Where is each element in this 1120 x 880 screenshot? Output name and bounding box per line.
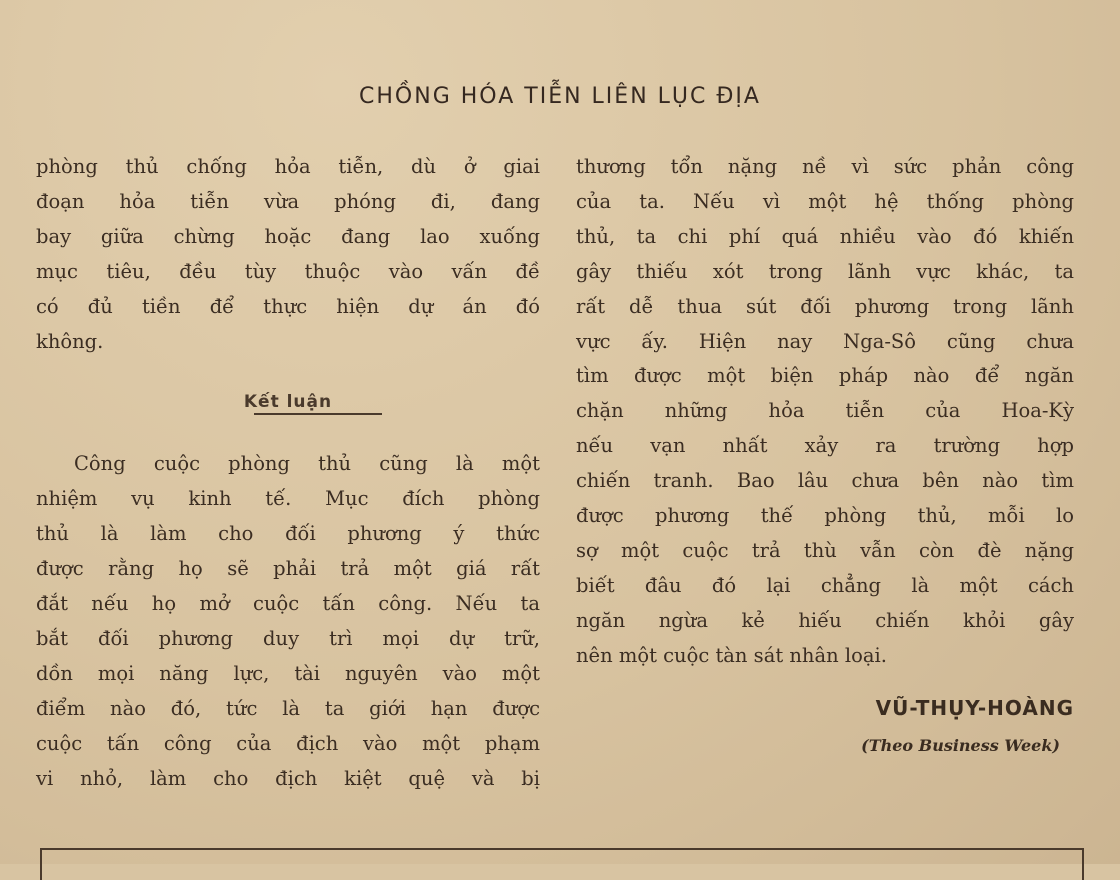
text-line: tìm được một biện pháp nào để ngăn: [576, 364, 1074, 388]
text-line: dồn mọi năng lực, tài nguyên vào một: [36, 661, 540, 685]
text-line: nên một cuộc tàn sát nhân loại.: [576, 643, 887, 667]
text-line: nếu vạn nhất xảy ra trường hợp: [576, 434, 1074, 458]
source-credit: (Theo Business Week): [861, 736, 1060, 755]
text-line: mục tiêu, đều tùy thuộc vào vấn đề: [36, 259, 540, 283]
text-line: ngăn ngừa kẻ hiếu chiến khỏi gây: [576, 608, 1074, 632]
text-line: được phương thế phòng thủ, mỗi lo: [576, 504, 1074, 528]
heading-underline: [254, 413, 382, 415]
text-line: sợ một cuộc trả thù vẫn còn đè nặng: [576, 538, 1074, 562]
text-line: của ta. Nếu vì một hệ thống phòng: [576, 189, 1074, 213]
text-line: vực ấy. Hiện nay Nga-Sô cũng chưa: [576, 329, 1074, 353]
text-line: nhiệm vụ kinh tế. Mục đích phòng: [36, 487, 540, 511]
text-line: cuộc tấn công của địch vào một phạm: [36, 731, 540, 755]
text-line: bay giữa chừng hoặc đang lao xuống: [36, 224, 540, 248]
text-line: biết đâu đó lại chẳng là một cách: [576, 573, 1074, 597]
text-line: chặn những hỏa tiễn của Hoa-Kỳ: [576, 399, 1074, 423]
text-line: có đủ tiền để thực hiện dự án đó: [36, 294, 540, 318]
text-line: đắt nếu họ mở cuộc tấn công. Nếu ta: [36, 592, 540, 616]
article-title: CHỒNG HÓA TIỄN LIÊN LỤC ĐỊA: [359, 84, 761, 109]
text-line: thủ, ta chi phí quá nhiều vào đó khiến: [576, 224, 1074, 248]
right-column: [576, 150, 1074, 674]
section-heading-block: [36, 359, 540, 447]
text-line: vi nhỏ, làm cho địch kiệt quệ và bị: [36, 766, 540, 790]
text-line: chiến tranh. Bao lâu chưa bên nào tìm: [576, 469, 1074, 493]
text-line: bắt đối phương duy trì mọi dự trữ,: [36, 626, 540, 650]
text-line: được rằng họ sẽ phải trả một giá rất: [36, 557, 540, 581]
text-line: gây thiếu xót trong lãnh vực khác, ta: [576, 259, 1074, 283]
text-line: đoạn hỏa tiễn vừa phóng đi, đang: [36, 189, 540, 213]
text-line: rất dễ thua sút đối phương trong lãnh: [576, 294, 1074, 318]
author-name: VŨ-THỤY-HOÀNG: [875, 696, 1074, 720]
left-column: [36, 150, 540, 797]
text-line: thủ là làm cho đối phương ý thức: [36, 522, 540, 546]
text-line: thương tổn nặng nề vì sức phản công: [576, 155, 1074, 178]
section-heading: Kết luận: [243, 392, 333, 413]
text-line: phòng thủ chống hỏa tiễn, dù ở giai: [36, 155, 540, 178]
bottom-frame-rule: [40, 848, 1084, 880]
text-line: điểm nào đó, tức là ta giới hạn được: [36, 696, 540, 720]
text-line: không.: [36, 329, 104, 353]
text-line: Công cuộc phòng thủ cũng là một: [74, 452, 540, 476]
